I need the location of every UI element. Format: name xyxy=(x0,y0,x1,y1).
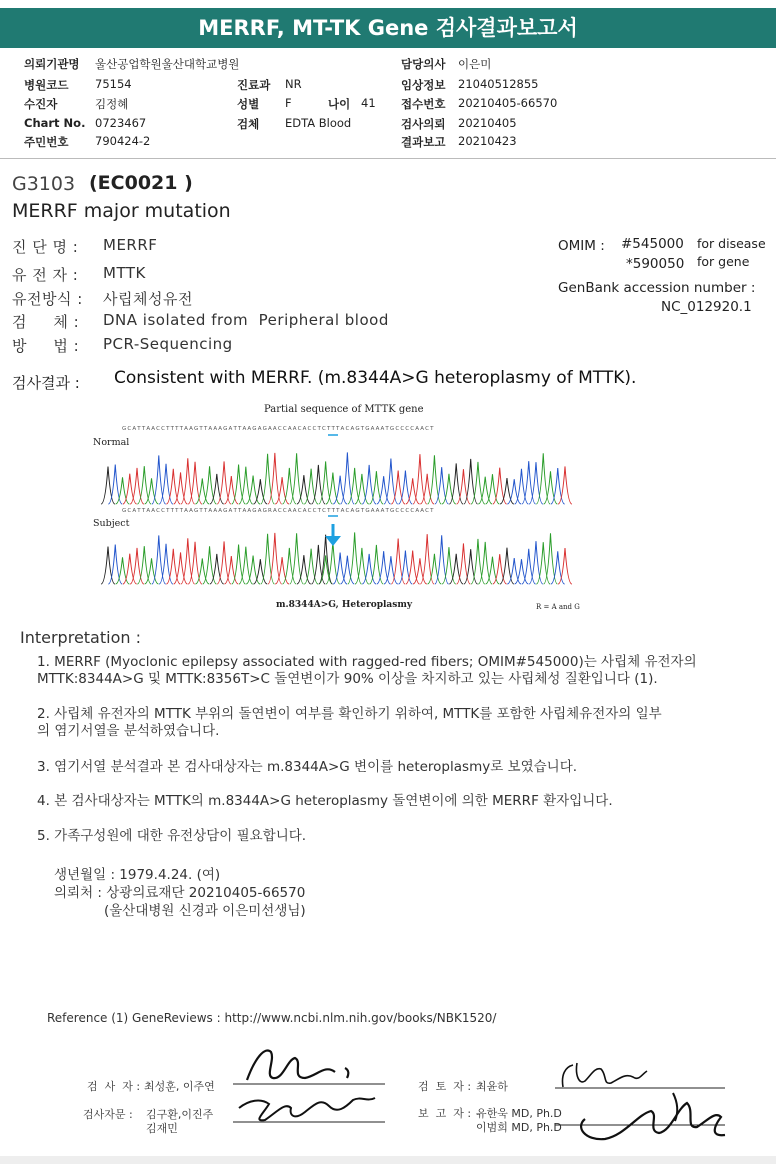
chromatogram-peak xyxy=(181,538,195,584)
header-value: 울산공업학원울산대학교병원 xyxy=(95,57,240,71)
chromatogram-peak xyxy=(137,466,151,504)
tester-names: 최성훈, 이주연 xyxy=(144,1080,215,1093)
reviewer-label: 검 토 자 : xyxy=(418,1080,472,1093)
chromatogram-peak xyxy=(551,468,565,504)
header-row: 성별 xyxy=(237,97,260,111)
header-row: 진료과 xyxy=(237,78,271,92)
figure-note: R = A and G xyxy=(536,603,580,611)
chromatogram-peak xyxy=(464,459,478,504)
chromatogram xyxy=(100,432,580,597)
chromatogram-peak xyxy=(522,461,536,504)
interpretation-line: 2. 사립체 유전자의 MTTK 부위의 돌연변이 여부를 확인하기 위하여, MTTK를 포함한 사립체유전자의 일부 xyxy=(37,706,662,722)
advisor-names: 김구환,이진주 xyxy=(146,1108,214,1121)
birth-date: 생년월일 : 1979.4.24. (여) xyxy=(54,867,221,883)
chromatogram-peak xyxy=(217,461,231,504)
header-value: 김정혜 xyxy=(95,97,129,111)
info-label: 유 전 자 : xyxy=(12,266,79,284)
chromatogram-peak xyxy=(391,538,405,584)
figure-title: Partial sequence of MTTK gene xyxy=(264,404,424,415)
referrer: 의뢰처 : 상광의료재단 20210405-66570 xyxy=(54,885,306,901)
chromatogram-peak xyxy=(239,467,253,504)
figure-caption: m.8344A>G, Heteroplasmy xyxy=(276,600,413,610)
chromatogram-peak xyxy=(304,549,318,584)
chromatogram-peak xyxy=(340,452,354,504)
chromatogram-peak xyxy=(449,463,463,504)
chromatogram-peak xyxy=(457,543,471,584)
chromatogram-peak xyxy=(232,545,246,584)
header-value: 75154 xyxy=(95,77,132,91)
chromatogram-peak xyxy=(384,458,398,504)
test-code: G3103 xyxy=(12,173,76,195)
chromatogram-peak xyxy=(137,546,151,584)
normal-label: Normal xyxy=(93,437,130,448)
omim-gene-note: for gene xyxy=(697,254,750,269)
interpretation-item xyxy=(37,654,697,688)
interpretation-line: 4. 본 검사대상자는 MTTK의 m.8344A>G heteroplasmy 돌연변이에 의한 MERRF 환자입니다. xyxy=(37,793,613,809)
interpretation-line: 5. 가족구성원에 대한 유전상담이 필요합니다. xyxy=(37,828,307,844)
reporter-name-2: 이범희 MD, Ph.D xyxy=(476,1121,562,1134)
chromatogram-peak xyxy=(536,453,550,504)
chromatogram-peak xyxy=(203,546,217,584)
interpretation-line: 의 염기서열을 분석하였습니다. xyxy=(37,723,220,739)
subject-sequence: G C A T T A A C C T T T T A A G T T A A A G A T T A A G A G R A C C A A C A C C T C T T T A C A G T G A A A T G C C C C A A C T xyxy=(122,508,434,514)
interpretation-item xyxy=(37,759,577,776)
tester-label: 검 사 자 : xyxy=(87,1080,141,1093)
header-value: 20210405 xyxy=(458,116,517,130)
info-value: 사립체성유전 xyxy=(103,290,193,308)
interpretation-item xyxy=(37,828,306,845)
info-value: MTTK xyxy=(103,264,146,282)
reviewer-name: 최윤하 xyxy=(476,1080,508,1093)
header-value: 이은미 xyxy=(458,57,492,71)
mutation-arrow-icon xyxy=(325,524,341,546)
chromatogram-peak xyxy=(428,455,442,504)
chromatogram-peak xyxy=(130,468,144,504)
chromatogram-peak xyxy=(558,548,572,584)
chromatogram-peak xyxy=(362,465,376,504)
header-value: 21040512855 xyxy=(458,77,539,91)
header-value: 790424-2 xyxy=(95,134,151,148)
chromatogram-peak xyxy=(399,471,413,504)
omim-label: OMIM : xyxy=(558,238,605,254)
interpretation-line: 3. 염기서열 분석결과 본 검사대상자는 m.8344A>G 변이를 heteroplasmy로 보였습니다. xyxy=(37,759,578,775)
chromatogram-peak xyxy=(232,465,246,504)
advisor-names-2: 김재민 xyxy=(146,1122,178,1135)
chromatogram-peak xyxy=(406,551,420,584)
report-title: MERRF, MT-TK Gene 검사결과보고서 xyxy=(0,8,776,48)
chromatogram-peak xyxy=(311,465,325,504)
header-row: 결과보고 xyxy=(401,135,446,149)
chromatogram-peak xyxy=(558,466,572,504)
reference: Reference (1) GeneReviews : http://www.ncbi.nlm.nih.gov/books/NBK1520/ xyxy=(47,1011,497,1025)
chromatogram-peak xyxy=(304,469,318,504)
omim-disease-note: for disease xyxy=(697,236,766,251)
chromatogram-peak xyxy=(471,539,485,584)
chromatogram-peak xyxy=(493,468,507,504)
info-value: DNA isolated from Peripheral blood xyxy=(103,311,389,329)
omim-gene-id: *590050 xyxy=(626,256,685,272)
interpretation-line: 1. MERRF (Myoclonic epilepsy associated with ragged-red fibers; OMIM#545000)는 사립체 유전자의 xyxy=(37,654,697,670)
chromatogram-peak xyxy=(188,462,202,504)
info-label: 검 체 : xyxy=(12,313,80,331)
chromatogram-peak xyxy=(290,453,304,504)
header-row: 검체 xyxy=(237,117,260,131)
header-row: 검사의뢰 xyxy=(401,117,446,131)
chromatogram-peak xyxy=(101,467,115,504)
header-value: F xyxy=(285,96,292,110)
chromatogram-peak xyxy=(188,542,202,584)
header-row: 접수번호 xyxy=(401,97,446,111)
chromatogram-peak xyxy=(181,458,195,504)
age-value: 41 xyxy=(361,96,376,110)
chromatogram-peak xyxy=(108,545,122,584)
header-value: EDTA Blood xyxy=(285,116,352,130)
normal-trace xyxy=(101,452,572,504)
reviewer-signature xyxy=(555,1055,755,1155)
tester-signature xyxy=(225,1038,400,1130)
interpretation-item xyxy=(37,706,662,740)
advisor-label: 검사자문 : xyxy=(83,1108,133,1121)
referrer-detail: (울산대병원 신경과 이은미선생님) xyxy=(104,903,306,919)
chromatogram-peak xyxy=(471,462,485,504)
chromatogram-peak xyxy=(529,541,543,584)
footer-bar xyxy=(0,1156,776,1164)
reporter-name: 유한욱 MD, Ph.D xyxy=(476,1107,562,1120)
result-text: Consistent with MERRF. (m.8344A>G heteroplasmy of MTTK). xyxy=(114,368,637,388)
chromatogram-peak xyxy=(544,533,558,584)
interpretation-item xyxy=(37,793,613,810)
test-name: MERRF major mutation xyxy=(12,200,231,222)
info-label: 유전방식 : xyxy=(12,290,83,308)
header-row: 의뢰기관명 xyxy=(24,57,80,71)
chromatogram-peak xyxy=(217,541,231,584)
chromatogram-peak xyxy=(435,535,449,584)
header-row: 주민번호 xyxy=(24,135,69,149)
omim-disease-id: #545000 xyxy=(621,236,684,252)
chromatogram-peak xyxy=(370,545,384,584)
interpretation-heading: Interpretation : xyxy=(20,628,141,647)
normal-sequence: G C A T T A A C C T T T T A A G T T A A A G A T T A A G A G A A C C A A C A C C T C T T T A C A G T G A A A T G C C C C A A C T xyxy=(122,426,434,432)
genbank-value: NC_012920.1 xyxy=(661,299,752,315)
info-label: 진 단 명 : xyxy=(12,238,79,256)
header-row: 수진자 xyxy=(24,97,58,111)
chromatogram-peak xyxy=(130,548,144,584)
subject-label: Subject xyxy=(93,518,130,529)
result-label: 검사결과 : xyxy=(12,374,80,392)
header-value: 0723467 xyxy=(95,116,147,130)
header-row: 담당의사 xyxy=(401,57,446,71)
chromatogram-peak xyxy=(239,547,253,584)
chromatogram-peak xyxy=(203,466,217,504)
header-divider xyxy=(0,158,776,159)
info-value: PCR-Sequencing xyxy=(103,335,233,353)
chromatogram-peak xyxy=(348,532,362,584)
header-value: NR xyxy=(285,77,302,91)
chromatogram-peak xyxy=(500,548,514,584)
test-ec: (EC0021 ) xyxy=(89,172,193,194)
chromatogram-peak xyxy=(478,542,492,584)
interpretation-line: MTTK:8344A>G 및 MTTK:8356T>C 돌연변이가 90% 이상을 차지하고 있는 사립체성 질환입니다 (1). xyxy=(37,671,658,687)
chromatogram-peak xyxy=(319,461,333,504)
chromatogram-peak xyxy=(290,533,304,584)
header-row: Chart No. xyxy=(24,116,86,130)
header-row: 병원코드 xyxy=(24,78,69,92)
header-value: 20210405-66570 xyxy=(458,96,558,110)
info-value: MERRF xyxy=(103,236,158,254)
age-label: 나이 xyxy=(328,97,351,111)
chromatogram-peak xyxy=(101,547,115,584)
info-label: 방 법 : xyxy=(12,337,80,355)
genbank-label: GenBank accession number : xyxy=(558,280,756,296)
chromatogram-peak xyxy=(108,465,122,504)
header-value: 20210423 xyxy=(458,134,517,148)
header-row: 임상정보 xyxy=(401,78,446,92)
reporter-label: 보 고 자 : xyxy=(418,1107,472,1120)
